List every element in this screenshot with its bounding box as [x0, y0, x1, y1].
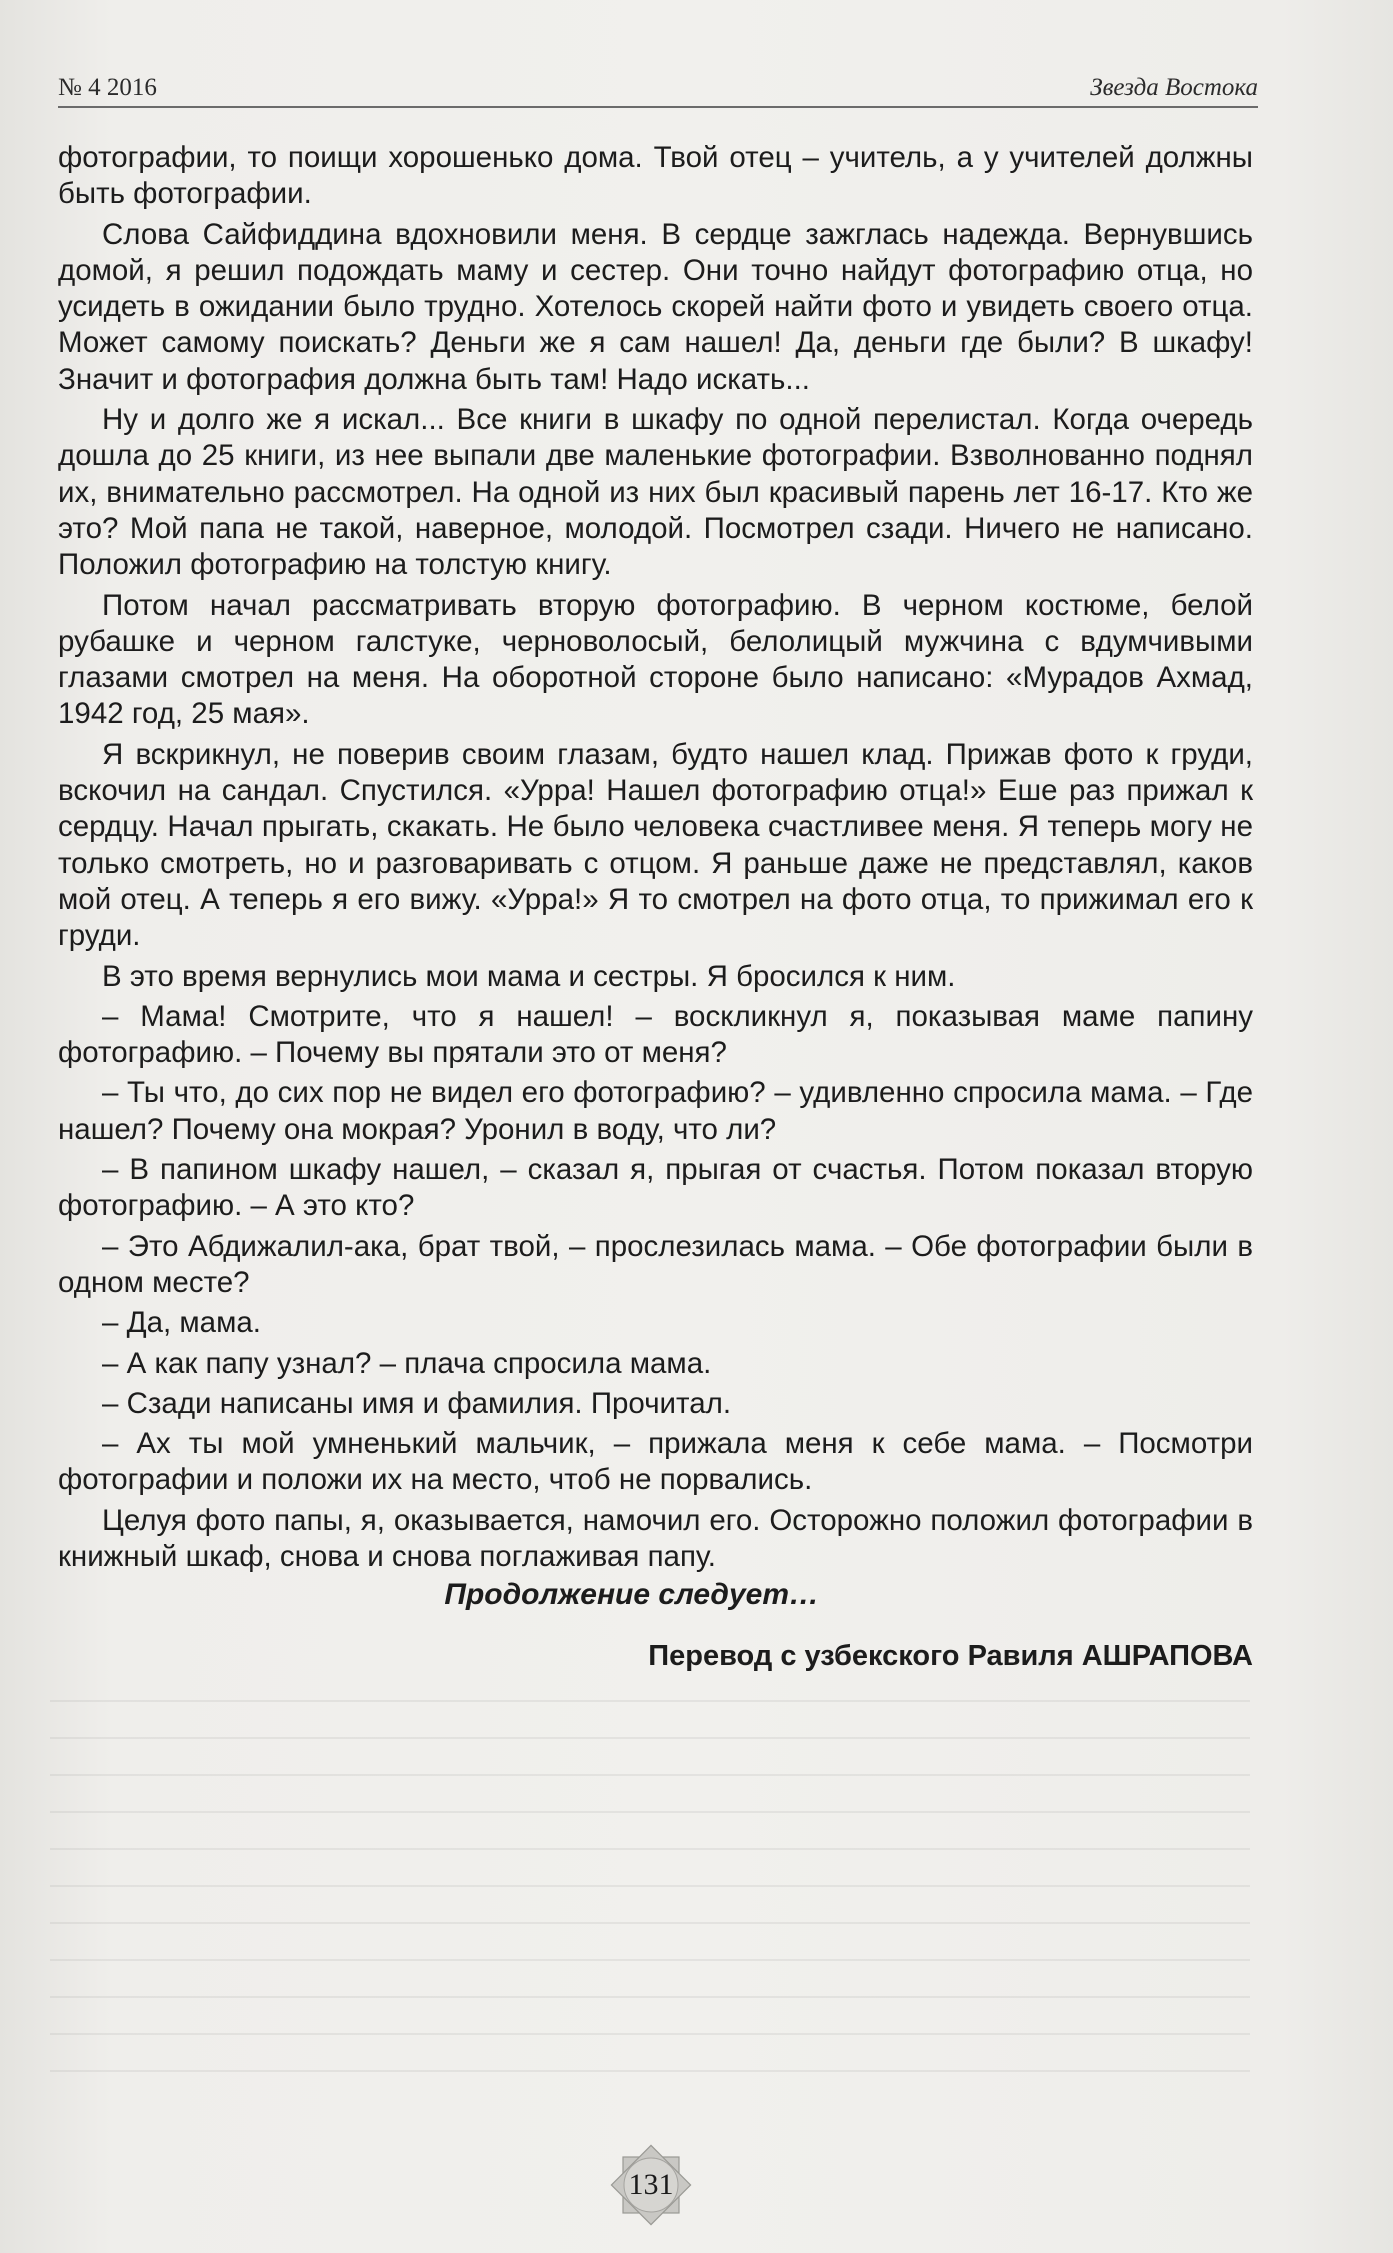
paragraph: Я вскрикнул, не поверив своим глазам, будто нашел клад. Прижав фото к груди, вскочил на сандал. Спустился. «Урра! Нашел фотографию отца!» Еше раз прижал к сердцу. Начал прыгать, скакать. Не было человека счастливее меня. Я теперь могу не только смотреть, но и разговаривать с отцом. Я раньше даже не представлял, каков мой отец. А теперь я его вижу. «Урра!» Я то смотрел на фото отца, то прижимал его к груди. [58, 737, 1253, 953]
paragraph: – А как папу узнал? – плача спросила мама. [102, 1346, 712, 1380]
paragraph: – Ты что, до сих пор не видел его фотографию? – удивленно спросила мама. – Где нашел? Почему она мокрая? Уронил в воду, что ли? [58, 1076, 1253, 1146]
show-through-texture [50, 1700, 1250, 2100]
paragraph: Потом начал рассматривать вторую фотографию. В черном костюме, белой рубашке и черном галстуке, черноволосый, белолицый мужчина с вдумчивыми глазами смотрел на меня. На оборотной стороне было написано: «Мурадов Ахмад, 1942 год, 25 мая». [58, 588, 1253, 731]
continued-note: Продолжение следует… [444, 1578, 819, 1611]
page-number-badge [606, 2140, 696, 2230]
paragraph: фотографии, то поищи хорошенько дома. Твой отец – учитель, а у учителей должны быть фотографии. [58, 141, 1253, 211]
journal-title: Звезда Востока [1090, 74, 1258, 101]
paragraph: – Это Абдижалил-ака, брат твой, – прослезилась мама. – Обе фотографии были в одном месте? [58, 1229, 1253, 1299]
header-divider [58, 106, 1258, 108]
page-number: 131 [628, 2168, 674, 2201]
translator-credit: Перевод с узбекского Равиля АШРАПОВА [648, 1640, 1253, 1672]
paragraph: – Мама! Смотрите, что я нашел! – воскликнул я, показывая маме папину фотографию. – Почему вы прятали это от меня? [58, 999, 1253, 1070]
paragraph: В это время вернулись мои мама и сестры. Я бросился к ним. [102, 959, 956, 993]
paragraph: – Да, мама. [102, 1306, 261, 1340]
story-text [58, 140, 1253, 1579]
issue-number: № 4 2016 [58, 74, 157, 101]
running-header [58, 62, 1258, 102]
paragraph: Слова Сайфиддина вдохновили меня. В сердце зажглась надежда. Вернувшись домой, я решил подождать маму и сестер. Они точно найдут фотографию отца, но усидеть в ожидании было трудно. Хотелось скорей найти фото и увидеть своего отца. Может самому поискать? Деньги же я сам нашел! Да, деньги где были? В шкафу! Значит и фотография должна быть там! Надо искать... [58, 217, 1253, 396]
paragraph: – Ах ты мой умненький мальчик, – прижала меня к себе мама. – Посмотри фотографии и положи их на место, чтоб не порвались. [58, 1427, 1253, 1497]
paragraph: Целуя фото папы, я, оказывается, намочил его. Осторожно положил фотографии в книжный шкаф, снова и снова поглаживая папу. [58, 1503, 1253, 1573]
paragraph: Ну и долго же я искал... Все книги в шкафу по одной перелистал. Когда очередь дошла до 25 книги, из нее выпали две маленькие фотографии. Взволнованно поднял их, внимательно рассмотрел. На одной из них был красивый парень лет 16-17. Кто же это? Мой папа не такой, наверное, молодой. Посмотрел сзади. Ничего не написано. Положил фотографию на толстую книгу. [58, 403, 1253, 582]
paragraph: – В папином шкафу нашел, – сказал я, прыгая от счастья. Потом показал вторую фотографию. – А это кто? [58, 1153, 1253, 1223]
paragraph: – Сзади написаны имя и фамилия. Прочитал. [102, 1386, 732, 1420]
